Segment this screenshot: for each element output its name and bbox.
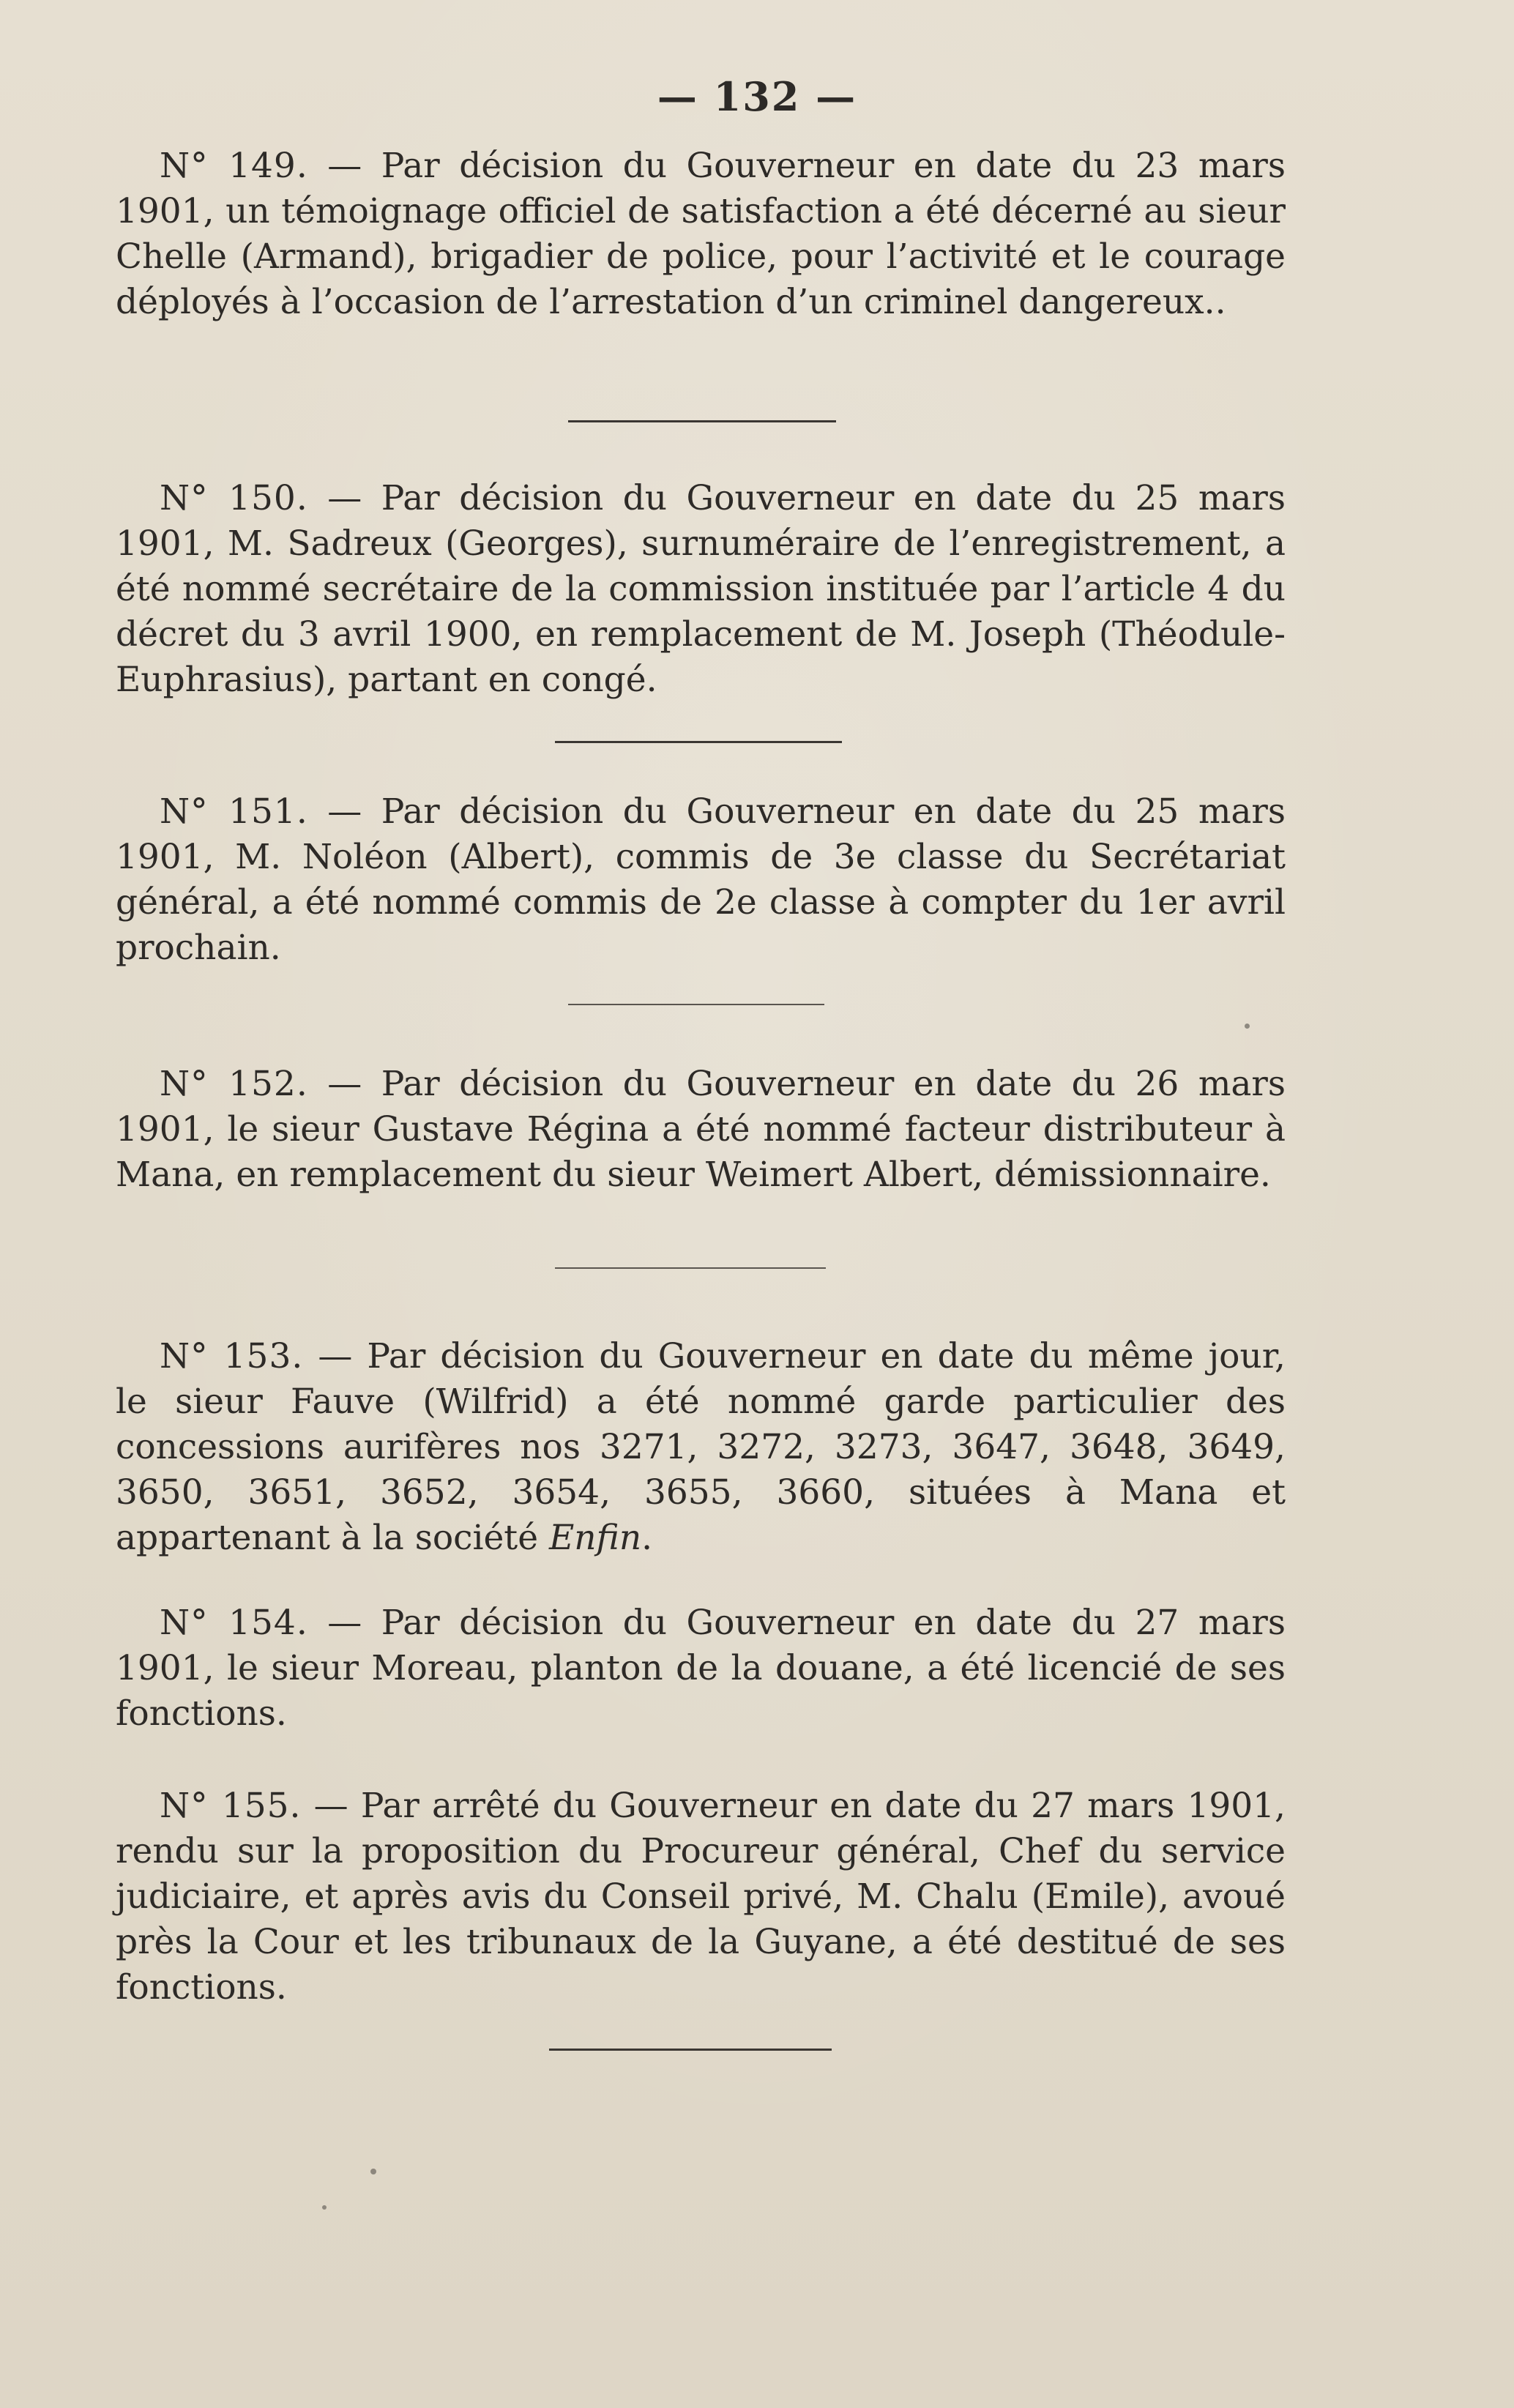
entry-number: N° 155. — [160, 1786, 302, 1826]
entry-text: — Par décision du Gouverneur en date du 27 mars 1901, le sieur Moreau, planton de la douane, a été licencié de ses fonctions. — [116, 1603, 1286, 1734]
separator-rule — [555, 741, 842, 743]
separator-rule — [568, 420, 836, 422]
entry-number: N° 153. — [160, 1336, 304, 1376]
entry-text: — Par décision du Gouverneur en date du 26 mars 1901, le sieur Gustave Régina a été nommé facteur distributeur à Mana, en remplacement du sieur Weimert Albert, démissionnaire. — [116, 1064, 1286, 1195]
separator-rule — [568, 1004, 824, 1005]
entry-emphasis: Enfin — [548, 1518, 642, 1558]
separator-rule — [549, 2049, 832, 2051]
paper-speck — [1245, 1024, 1250, 1029]
entry-150 — [116, 476, 1286, 703]
entry-text: — Par décision du Gouverneur en date du 25 mars 1901, M. Sadreux (Georges), surnuméraire de l’enregistrement, a été nommé secrétaire de la commission instituée par l’article 4 du décret du 3 avril 1900, en remplacement de M. Joseph (Théodule-Euphrasius), partant en congé. — [116, 478, 1286, 700]
paper-speck — [370, 2169, 376, 2174]
separator-rule — [555, 1267, 826, 1269]
entry-text: — Par décision du Gouverneur en date du même jour, le sieur Fauve (Wilfrid) a été nommé garde particulier des concessions aurifères nos 3271, 3272, 3273, 3647, 3648, 3649, 3650, 3651, 3652, 3654, 3655, 3660, situées à Mana et appartenant à la société — [116, 1336, 1286, 1558]
entry-number: N° 149. — [160, 146, 308, 186]
entry-152 — [116, 1062, 1286, 1198]
entry-number: N° 154. — [160, 1603, 308, 1643]
entry-153 — [116, 1334, 1286, 1561]
entry-tail: . — [641, 1518, 653, 1558]
entry-151 — [116, 789, 1286, 971]
page-number-header: — 132 — — [657, 73, 857, 120]
entry-text: — Par arrêté du Gouverneur en date du 27 mars 1901, rendu sur la proposition du Procureur général, Chef du service judiciaire, et après avis du Conseil privé, M. Chalu (Emile), avoué près la Cour et les tribunaux de la Guyane, a été destitué de ses fonctions. — [116, 1786, 1286, 2008]
paper-speck — [322, 2205, 327, 2210]
entry-text: — Par décision du Gouverneur en date du 23 mars 1901, un témoignage officiel de satisfaction a été décerné au sieur Chelle (Armand), brigadier de police, pour l’activité et le courage déployés à l’occasion de l’arrestation d’un criminel dangereux.. — [116, 146, 1286, 322]
entry-154 — [116, 1600, 1286, 1737]
entry-155 — [116, 1783, 1286, 2010]
entry-149 — [116, 143, 1286, 325]
entry-text: — Par décision du Gouverneur en date du 25 mars 1901, M. Noléon (Albert), commis de 3e classe du Secrétariat général, a été nommé commis de 2e classe à compter du 1er avril prochain. — [116, 791, 1286, 968]
entry-number: N° 150. — [160, 478, 308, 518]
entry-number: N° 151. — [160, 791, 308, 832]
entry-number: N° 152. — [160, 1064, 308, 1104]
